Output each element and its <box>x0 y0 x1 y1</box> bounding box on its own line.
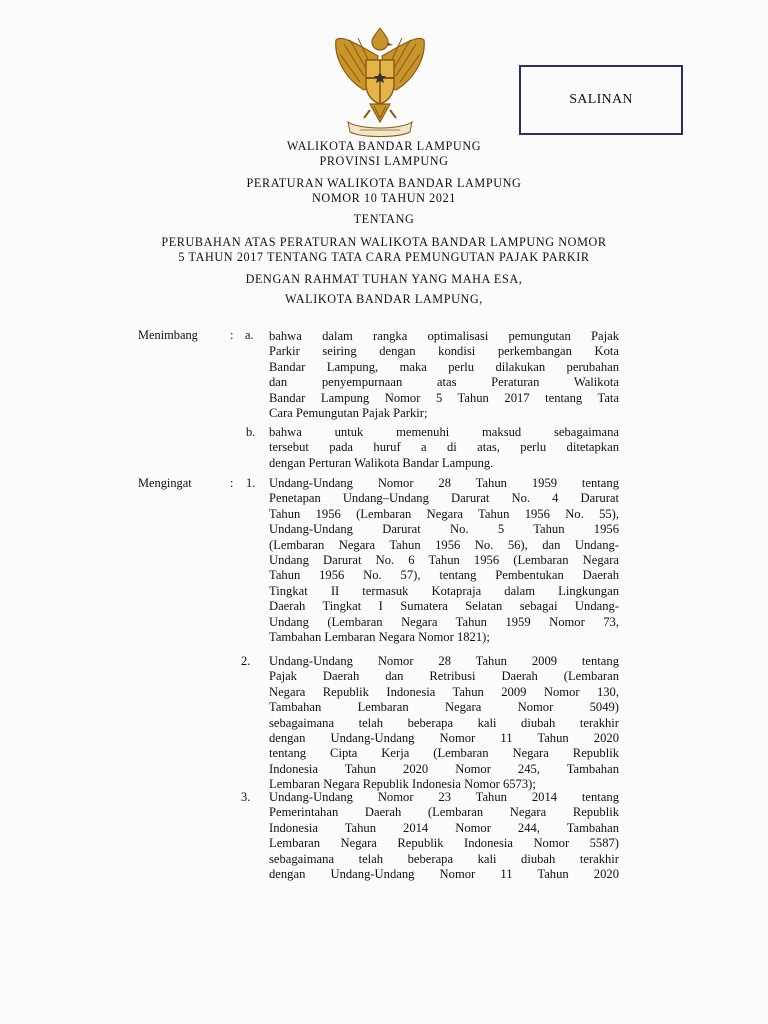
mengingat-colon: : <box>230 476 234 490</box>
paragraph-line: Pajak Daerah dan Retribusi Daerah (Lembaran <box>269 669 619 684</box>
header-subject-line1: PERUBAHAN ATAS PERATURAN WALIKOTA BANDAR LAMPUNG NOMOR <box>161 235 607 249</box>
header-rahmat: DENGAN RAHMAT TUHAN YANG MAHA ESA, <box>245 272 523 286</box>
paragraph-line: Negara Republik Indonesia Tahun 2009 Nomor 130, <box>269 684 619 699</box>
paragraph-line: bahwa untuk memenuhi maksud sebagaimana <box>269 425 619 439</box>
header-peraturan: PERATURAN WALIKOTA BANDAR LAMPUNG <box>246 176 522 190</box>
header-subject-line2: 5 TAHUN 2017 TENTANG TATA CARA PEMUNGUTAN PAJAK PARKIR <box>178 250 590 264</box>
paragraph-line: Undang Darurat No. 6 Tahun 1956 (Lembaran Negara <box>269 553 619 568</box>
mengingat-label: Mengingat <box>138 476 192 490</box>
garuda-emblem-icon <box>330 26 430 142</box>
mengingat-2-marker: 2. <box>241 654 251 668</box>
mengingat-1-marker: 1. <box>246 476 256 490</box>
header-tentang: TENTANG <box>353 212 415 226</box>
paragraph-line: dengan Undang-Undang Nomor 11 Tahun 2020 <box>269 867 619 882</box>
paragraph-line: (Lembaran Negara Tahun 1956 No. 56), dan Undang- <box>269 537 619 552</box>
paragraph-line: tersebut pada huruf a di atas, perlu ditetapkan <box>269 440 619 455</box>
paragraph-line: Pemerintahan Daerah (Lembaran Negara Republik <box>269 805 619 820</box>
menimbang-b-text <box>269 425 619 471</box>
paragraph-line: Indonesia Tahun 2020 Nomor 245, Tambahan <box>269 761 619 776</box>
paragraph-line: Undang (Lembaran Negara Tahun 1959 Nomor 73, <box>269 614 619 629</box>
paragraph-line: Bandar Lampung, maka perlu dilakukan perubahan <box>269 359 619 374</box>
mengingat-3-text <box>269 790 619 882</box>
paragraph-line: Undang-Undang Nomor 23 Tahun 2014 tentang <box>269 790 619 804</box>
header-walikota: WALIKOTA BANDAR LAMPUNG <box>286 139 482 153</box>
paragraph-line: Daerah Tingkat I Sumatera Selatan sebagai Undang- <box>269 599 619 614</box>
paragraph-line: Undang-Undang Darurat No. 5 Tahun 1956 <box>269 522 619 537</box>
paragraph-line: dan penyempurnaan atas Peraturan Walikota <box>269 375 619 390</box>
paragraph-line: Cara Pemungutan Pajak Parkir; <box>269 406 428 421</box>
mengingat-1-text <box>269 476 619 645</box>
stamp-label: SALINAN <box>569 92 633 107</box>
paragraph-line: Undang-Undang Nomor 28 Tahun 2009 tentang <box>269 654 619 668</box>
paragraph-line: Tahun 1956 No. 57), tentang Pembentukan Daerah <box>269 568 619 583</box>
paragraph-line: sebagaimana telah beberapa kali diubah terakhir <box>269 715 619 730</box>
header-nomor: NOMOR 10 TAHUN 2021 <box>312 191 456 205</box>
paragraph-line: Penetapan Undang–Undang Darurat No. 4 Darurat <box>269 491 619 506</box>
paragraph-line: Tambahan Lembaran Negara Nomor 5049) <box>269 700 619 715</box>
paragraph-line: Tingkat II termasuk Kotapraja dalam Lingkungan <box>269 583 619 598</box>
header-provinsi: PROVINSI LAMPUNG <box>319 154 449 168</box>
menimbang-label: Menimbang <box>138 328 198 342</box>
menimbang-a-marker: a. <box>245 328 254 342</box>
menimbang-a-text <box>269 329 619 421</box>
paragraph-line: Lembaran Negara Republik Indonesia Nomor 5587) <box>269 836 619 851</box>
menimbang-b-marker: b. <box>246 425 256 439</box>
paragraph-line: Indonesia Tahun 2014 Nomor 244, Tambahan <box>269 820 619 835</box>
paragraph-line: bahwa dalam rangka optimalisasi pemungutan Pajak <box>269 329 619 343</box>
paragraph-line: Parkir seiring dengan kondisi perkembangan Kota <box>269 344 619 359</box>
salinan-stamp <box>519 65 683 135</box>
mengingat-2-text <box>269 654 619 793</box>
paragraph-line: sebagaimana telah beberapa kali diubah terakhir <box>269 851 619 866</box>
paragraph-line: Undang-Undang Nomor 28 Tahun 1959 tentang <box>269 476 619 490</box>
paragraph-line: Bandar Lampung Nomor 5 Tahun 2017 tentang Tata <box>269 390 619 405</box>
paragraph-line: Tambahan Lembaran Negara Nomor 1821); <box>269 630 490 645</box>
paragraph-line: tentang Cipta Kerja (Lembaran Negara Republik <box>269 746 619 761</box>
paragraph-line: Tahun 1956 (Lembaran Negara Tahun 1956 No. 55), <box>269 506 619 521</box>
paragraph-line: Lembaran Negara Republik Indonesia Nomor 6573); <box>269 777 536 792</box>
mengingat-3-marker: 3. <box>241 790 251 804</box>
paragraph-line: dengan Perturan Walikota Bandar Lampung. <box>269 455 494 470</box>
paragraph-line: dengan Undang-Undang Nomor 11 Tahun 2020 <box>269 731 619 746</box>
header-walikota-closing: WALIKOTA BANDAR LAMPUNG, <box>285 292 483 306</box>
menimbang-colon: : <box>230 328 234 342</box>
